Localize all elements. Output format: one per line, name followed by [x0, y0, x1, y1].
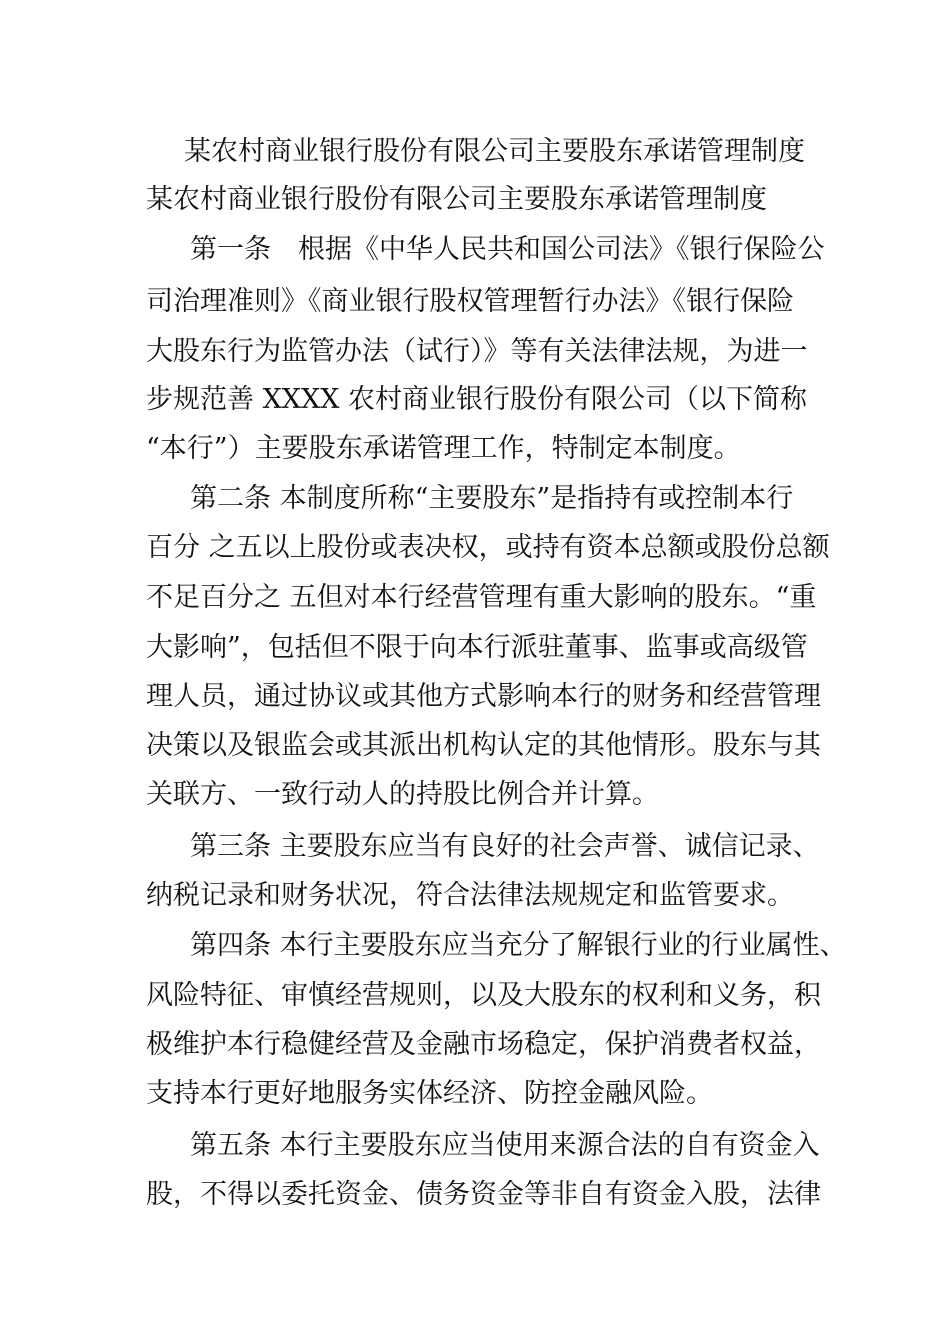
article-5-line-2: 股，不得以委托资金、债务资金等非自有资金入股，法律: [146, 1179, 821, 1210]
article-2-line-4: 大影响”，包括但不限于向本行派驻董事、监事或高级管: [146, 632, 808, 663]
article-3-line-2: 纳税记录和财务状况，符合法律法规规定和监管要求。: [146, 880, 794, 911]
document-title: 某农村商业银行股份有限公司主要股东承诺管理制度: [184, 136, 805, 167]
article-3-line-1: 第三条 主要股东应当有良好的社会声誉、诚信记录、: [190, 831, 820, 862]
article-2-line-1: 第二条 本制度所称“主要股东”是指持有或控制本行: [190, 483, 794, 514]
article-4-line-3: 极维护本行稳健经营及金融市场稳定，保护消费者权益，: [146, 1029, 821, 1060]
article-4-line-1: 第四条 本行主要股东应当充分了解银行业的行业属性、: [190, 930, 847, 961]
article-2-line-7: 关联方、一致行动人的持股比例合并计算。: [146, 779, 659, 810]
document-subtitle: 某农村商业银行股份有限公司主要股东承诺管理制度: [146, 184, 767, 215]
article-2-line-3: 不足百分之 五但对本行经营管理有重大影响的股东。“重: [146, 582, 817, 613]
article-4-line-4: 支持本行更好地服务实体经济、防控金融风险。: [146, 1078, 713, 1109]
article-4-line-2: 风险特征、审慎经营规则，以及大股东的权利和义务，积: [146, 980, 821, 1011]
article-2-line-6: 决策以及银监会或其派出机构认定的其他情形。股东与其: [146, 730, 821, 761]
article-2-line-5: 理人员，通过协议或其他方式影响本行的财务和经营管理: [146, 681, 821, 712]
article-1-line-2: 司治理准则》《商业银行股权管理暂行办法》《银行保险: [146, 286, 794, 317]
article-1-line-3: 大股东行为监管办法（试行）》等有关法律法规，为进一: [146, 336, 808, 367]
article-2-line-2: 百分 之五以上股份或表决权，或持有资本总额或股份总额: [146, 532, 830, 563]
article-1-line-5: “本行”）主要股东承诺管理工作，特制定本制度。: [146, 433, 741, 464]
article-5-line-1: 第五条 本行主要股东应当使用来源合法的自有资金入: [190, 1130, 820, 1161]
article-1-line-4: 步规范善 XXXX 农村商业银行股份有限公司（以下简称: [146, 384, 808, 415]
article-1-line-1: 第一条 根据《中华人民共和国公司法》《银行保险公: [190, 234, 825, 265]
